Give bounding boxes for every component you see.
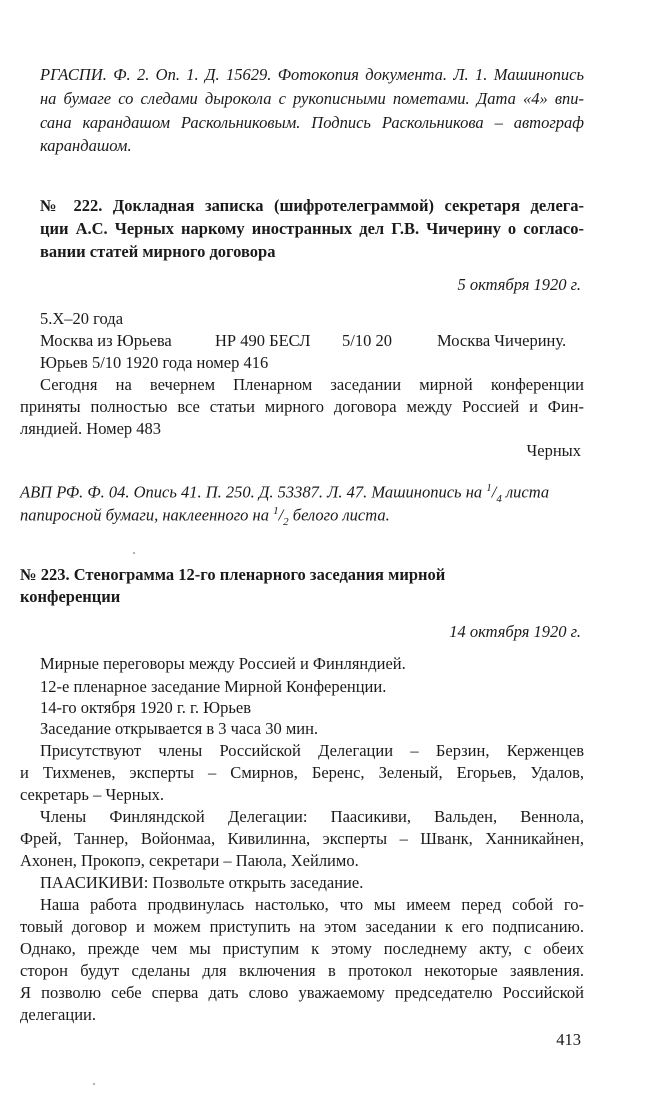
doc-222-signature: Черных (526, 441, 581, 460)
citation-2-line: папиросной бумаги, наклеенного на $^1/_2$ белого листа. (20, 505, 390, 528)
doc-222-telegram-from: Москва из Юрьева (40, 331, 172, 350)
doc-222-heading-line: № 222. Докладная записка (шифротелеграммой) секретаря делега- (40, 196, 584, 215)
fraction-numerator: 1 (486, 482, 492, 494)
doc-222-heading-line: ции А.С. Черных наркому иностранных дел Г.В. Чичерину о согласо- (40, 219, 584, 238)
doc-222-body-line: приняты полностью все статьи мирного договора между Россией и Фин- (20, 397, 584, 416)
fraction-denominator: 2 (283, 515, 289, 528)
citation-1-line: РГАСПИ. Ф. 2. Оп. 1. Д. 15629. Фотокопия документа. Л. 1. Машинопись (40, 65, 584, 84)
page-number: 413 (556, 1030, 581, 1049)
doc-223-paragraph-line: Однако, прежде чем мы приступим к этому последнему акту, с обеих (20, 939, 584, 958)
doc-223-paragraph-line: делегации. (20, 1005, 96, 1024)
doc-223-paragraph: Наша работа продвинулась настолько, что мы имеем перед собой го- (40, 895, 584, 914)
doc-223-paragraph-line: товый договор и можем приступить на этом заседании к его подписанию. (20, 917, 584, 936)
doc-223-paragraph: 12-е пленарное заседание Мирной Конференции. (40, 677, 387, 696)
doc-223-date: 14 октября 1920 г. (449, 622, 581, 641)
doc-223-paragraph: Мирные переговоры между Россией и Финляндией. (40, 654, 406, 673)
doc-222-body-line: Сегодня на вечернем Пленарном заседании мирной конференции (40, 375, 584, 394)
doc-223-paragraph: Члены Финляндской Делегации: Паасикиви, Вальден, Веннола, (40, 807, 584, 826)
doc-222-header-date: 5.X–20 года (40, 309, 124, 328)
doc-223-paragraph: ПААСИКИВИ: Позвольте открыть заседание. (40, 873, 364, 892)
scan-speck (133, 552, 135, 554)
doc-222-telegram-code: НР 490 БЕСЛ (215, 331, 311, 350)
citation-1-line: карандашом. (40, 136, 132, 155)
doc-223-paragraph: Присутствуют члены Российской Делегации – Берзин, Керженцев (40, 741, 584, 760)
doc-223-heading-line: конференции (20, 587, 121, 606)
doc-222-body-line: ляндией. Номер 483 (20, 419, 162, 438)
doc-223-heading-line: № 223. Стенограмма 12-го пленарного заседания мирной (20, 565, 446, 584)
doc-222-telegram-line: Юрьев 5/10 1920 года номер 416 (40, 353, 269, 372)
citation-1-line: сана карандашом Раскольниковым. Подпись Раскольникова – автограф (40, 113, 584, 132)
doc-222-heading-line: вании статей мирного договора (40, 242, 276, 261)
doc-223-paragraph-line: и Тихменев, эксперты – Смирнов, Беренс, Зеленый, Егорьев, Удалов, (20, 763, 584, 782)
doc-222-date: 5 октября 1920 г. (457, 275, 581, 294)
doc-223-paragraph: Заседание открывается в 3 часа 30 мин. (40, 719, 319, 738)
fraction-denominator: 4 (496, 492, 502, 505)
doc-222-telegram-to: Москва Чичерину. (437, 331, 567, 350)
doc-223-paragraph-line: сторон будут сделаны для включения в протокол некоторые заявления. (20, 961, 584, 980)
doc-223-paragraph-line: секретарь – Черных. (20, 785, 165, 804)
fraction-numerator: 1 (273, 505, 279, 517)
doc-223-paragraph: 14-го октября 1920 г. г. Юрьев (40, 698, 252, 717)
doc-223-paragraph-line: Ахонен, Прокопэ, секретари – Паюла, Хейлимо. (20, 851, 359, 870)
citation-1-line: на бумаге со следами дырокола с рукописными пометами. Дата «4» впи- (40, 89, 584, 108)
citation-2-line: АВП РФ. Ф. 04. Опись 41. П. 250. Д. 53387. Л. 47. Машинопись на $^1/_4$ листа (20, 482, 550, 505)
citation-2-text: листа (501, 482, 550, 502)
citation-2-text: белого листа. (288, 505, 390, 525)
citation-2-text: папиросной бумаги, наклеенного на (20, 505, 274, 525)
doc-223-paragraph-line: Фрей, Таннер, Войонмаа, Кивилинна, эксперты – Шванк, Ханникайнен, (20, 829, 584, 848)
citation-2-text: АВП РФ. Ф. 04. Опись 41. П. 250. Д. 53387. Л. 47. Машинопись на (20, 482, 487, 502)
doc-223-paragraph-line: Я позволю себе сперва дать слово уважаемому председателю Российской (20, 983, 584, 1002)
doc-222-telegram-number: 5/10 20 (342, 331, 392, 350)
scan-speck (93, 1083, 95, 1085)
